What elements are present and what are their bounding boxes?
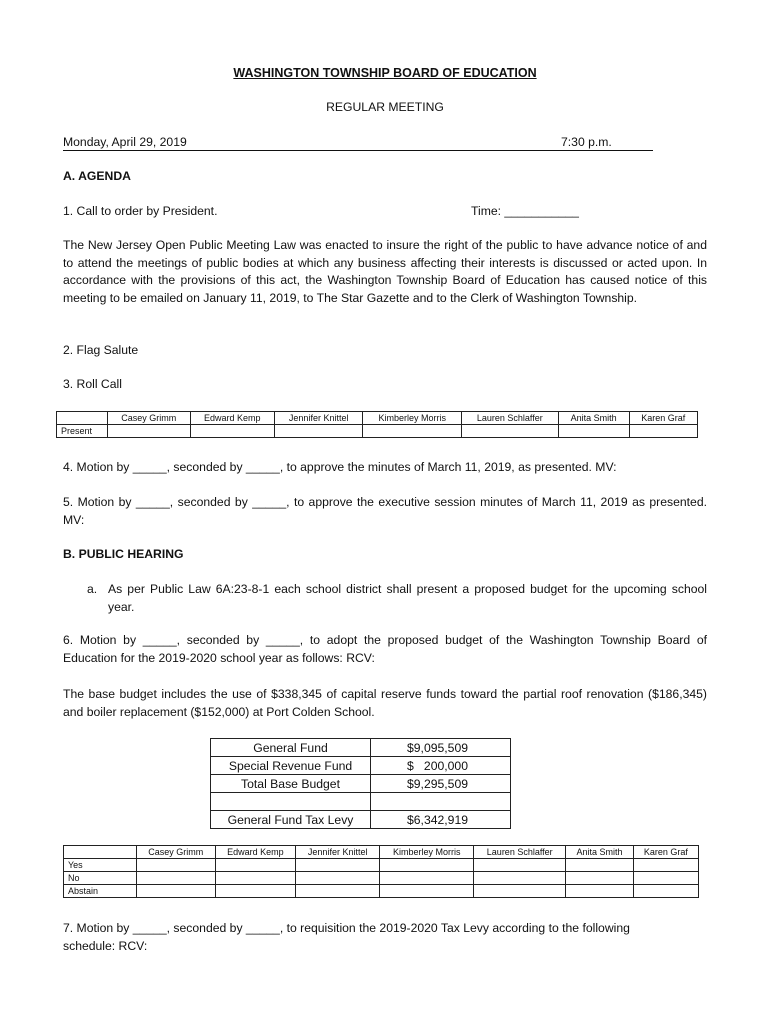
budget-label (211, 793, 371, 811)
vote-cell (380, 872, 474, 885)
document-title: WASHINGTON TOWNSHIP BOARD OF EDUCATION (233, 66, 537, 80)
vote-cell (566, 885, 634, 898)
public-law-item: As per Public Law 6A:23-8-1 each school district shall present a proposed budget for the upcoming school year. (108, 582, 707, 614)
motion-7: 7. Motion by _____, seconded by _____, to requisition the 2019-2020 Tax Levy according to the following schedule: RCV: (63, 921, 630, 953)
vote-cell (380, 859, 474, 872)
roll-cell (462, 425, 559, 438)
vote-member-header: Anita Smith (566, 846, 634, 859)
item-a-marker: a. (87, 582, 98, 596)
budget-label: General Fund (211, 739, 371, 757)
roll-cell (363, 425, 462, 438)
vote-member-header: Casey Grimm (137, 846, 216, 859)
budget-row (211, 811, 511, 829)
open-meeting-paragraph: The New Jersey Open Public Meeting Law was enacted to insure the right of the public to have advance notice of and to attend the meetings of public bodies at which any business affecting their interests is discussed or acted upon. In accordance with the provisions of this act, the Washington Township Board of Education has caused notice of this meeting to be emailed on January 11, 2019, to The Star Gazette and to the Clerk of Washington Township. (63, 238, 707, 305)
vote-cell (474, 859, 566, 872)
vote-abstain-label: Abstain (64, 885, 137, 898)
call-to-order: 1. Call to order by President. (63, 204, 218, 218)
section-a-heading: A. AGENDA (63, 169, 131, 183)
vote-table (63, 845, 699, 898)
roll-member-header: Jennifer Knittel (275, 412, 363, 425)
motion-6: 6. Motion by _____, seconded by _____, to adopt the proposed budget of the Washington Township Board of Education for the 2019-2020 school year as follows: RCV: (63, 633, 707, 665)
roll-cell (275, 425, 363, 438)
vote-no-label: No (64, 872, 137, 885)
vote-cell (566, 872, 634, 885)
base-budget-paragraph: The base budget includes the use of $338,345 of capital reserve funds toward the partial roof renovation ($186,345) and boiler replacement ($152,000) at Port Colden School. (63, 687, 707, 719)
vote-cell (215, 885, 295, 898)
vote-cell (137, 885, 216, 898)
vote-cell (296, 885, 380, 898)
roll-cell (190, 425, 274, 438)
vote-member-header: Karen Graf (633, 846, 698, 859)
vote-cell (137, 872, 216, 885)
vote-cell (633, 859, 698, 872)
roll-member-header: Kimberley Morris (363, 412, 462, 425)
roll-member-header: Karen Graf (629, 412, 697, 425)
roll-member-header: Anita Smith (558, 412, 629, 425)
budget-amount: $6,342,919 (371, 811, 511, 829)
budget-amount (371, 793, 511, 811)
date-time-line (63, 135, 653, 151)
present-label: Present (57, 425, 108, 438)
vote-cell (137, 859, 216, 872)
roll-present-row (57, 425, 698, 438)
vote-cell (633, 885, 698, 898)
roll-member-header: Lauren Schlaffer (462, 412, 559, 425)
roll-cell (629, 425, 697, 438)
budget-table (210, 738, 511, 829)
vote-corner-cell (64, 846, 137, 859)
budget-amount: $ 200,000 (371, 757, 511, 775)
meeting-type: REGULAR MEETING (326, 100, 444, 114)
vote-cell (474, 872, 566, 885)
roll-call-table (56, 411, 698, 438)
vote-row (64, 859, 699, 872)
vote-member-header: Jennifer Knittel (296, 846, 380, 859)
budget-amount: $9,295,509 (371, 775, 511, 793)
roll-member-header: Casey Grimm (108, 412, 191, 425)
vote-cell (296, 859, 380, 872)
vote-cell (296, 872, 380, 885)
vote-header-row (64, 846, 699, 859)
meeting-date: Monday, April 29, 2019 (63, 135, 187, 149)
vote-cell (566, 859, 634, 872)
vote-cell (380, 885, 474, 898)
vote-cell (215, 859, 295, 872)
vote-yes-label: Yes (64, 859, 137, 872)
vote-member-header: Edward Kemp (215, 846, 295, 859)
budget-row (211, 757, 511, 775)
flag-salute: 2. Flag Salute (63, 343, 139, 357)
budget-label: Total Base Budget (211, 775, 371, 793)
budget-label: General Fund Tax Levy (211, 811, 371, 829)
roll-header-row (57, 412, 698, 425)
roll-corner-cell (57, 412, 108, 425)
vote-member-header: Lauren Schlaffer (474, 846, 566, 859)
motion-4: 4. Motion by _____, seconded by _____, to approve the minutes of March 11, 2019, as presented. MV: (63, 460, 617, 474)
vote-cell (215, 872, 295, 885)
vote-row (64, 885, 699, 898)
roll-member-header: Edward Kemp (190, 412, 274, 425)
roll-call: 3. Roll Call (63, 377, 122, 391)
vote-row (64, 872, 699, 885)
time-field: Time: ___________ (471, 204, 579, 218)
budget-row (211, 775, 511, 793)
vote-member-header: Kimberley Morris (380, 846, 474, 859)
motion-5: 5. Motion by _____, seconded by _____, to approve the executive session minutes of March 11, 2019 as presented. MV: (63, 495, 707, 527)
roll-cell (108, 425, 191, 438)
budget-row (211, 793, 511, 811)
section-b-heading: B. PUBLIC HEARING (63, 547, 184, 561)
vote-cell (633, 872, 698, 885)
budget-amount: $9,095,509 (371, 739, 511, 757)
budget-label: Special Revenue Fund (211, 757, 371, 775)
roll-cell (558, 425, 629, 438)
budget-row (211, 739, 511, 757)
vote-cell (474, 885, 566, 898)
meeting-time: 7:30 p.m. (561, 135, 612, 149)
